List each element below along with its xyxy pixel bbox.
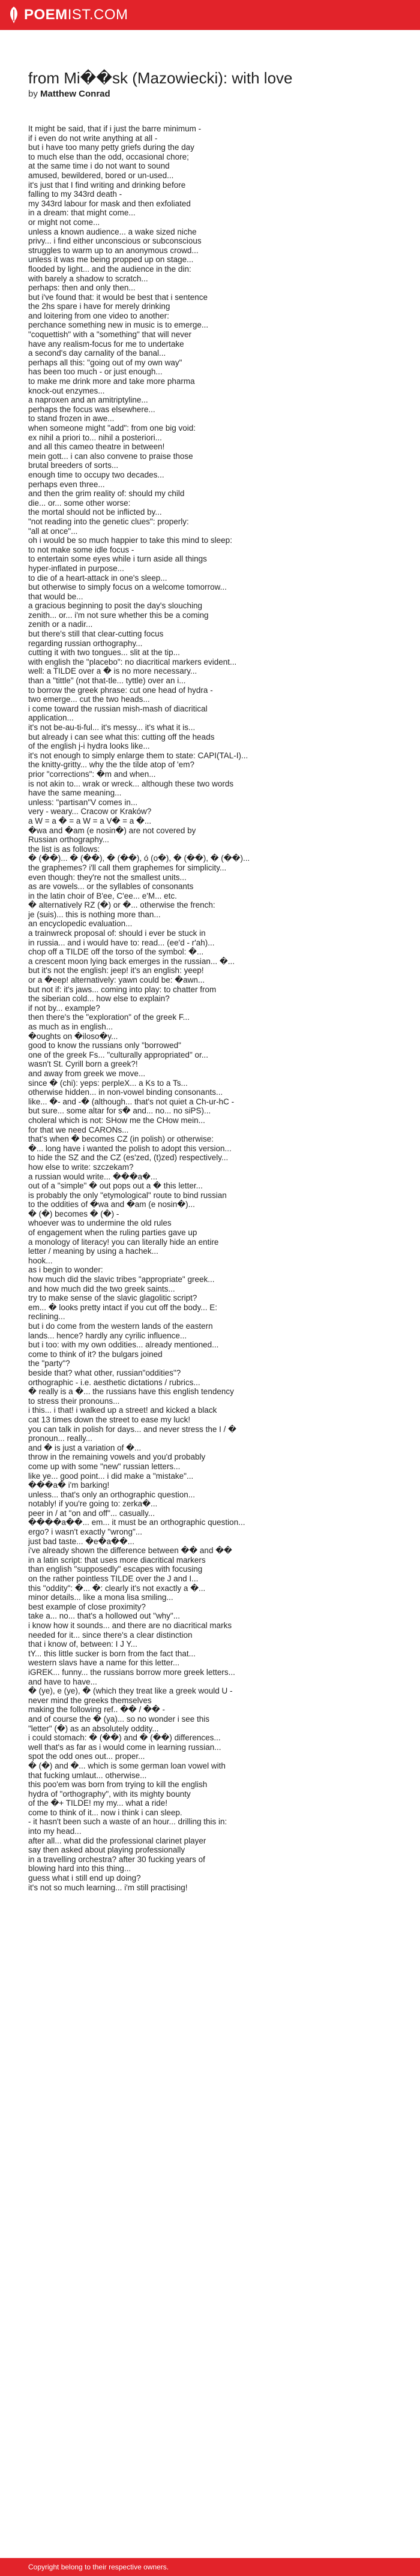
- poem-line: in a dream: that might come...: [28, 208, 136, 218]
- poem-line: ���a� i'm barking!: [28, 1481, 110, 1490]
- poem-line: but there's still that clear-cutting focus: [28, 629, 164, 639]
- poem-line: well: a TILDE over a � is no more necessary...: [28, 666, 197, 676]
- poem-line: wasn't St. Cyrill born a greek?!: [28, 1059, 138, 1069]
- poem-line: application...: [28, 713, 74, 723]
- logo-text-main: POEM: [24, 7, 68, 23]
- poem-line: that would be...: [28, 592, 83, 601]
- poem-line: take a... no... that's a hollowed out "why"...: [28, 1611, 181, 1621]
- poem-line: and � is just a variation of �...: [28, 1443, 142, 1452]
- poem-line: to stand frozen in awe...: [28, 414, 115, 424]
- poem-line: best example of close proximity?: [28, 1602, 146, 1611]
- poem-line: how else to write: szczekam?: [28, 1162, 134, 1172]
- poem-line: needed for it... since there's a clear distinction: [28, 1630, 193, 1640]
- poem-line: like ye... good point... i did make a "mistake"...: [28, 1471, 194, 1481]
- poem-line: regarding russian orthography...: [28, 638, 143, 648]
- poem-line: than english "supposedly" escapes with focusing: [28, 1565, 203, 1574]
- poem-line: but i do come from the western lands of the eastern: [28, 1322, 213, 1331]
- poem-line: come to think of it? the bulgars joined: [28, 1349, 163, 1359]
- poem-line: as much as in english...: [28, 1022, 113, 1031]
- poem-line: as are vowels... or the syllables of consonants: [28, 882, 194, 891]
- poem-line: i know how it sounds... and there are no diacritical marks: [28, 1621, 232, 1630]
- poem-line: � (ye), e (ye), � (which they treat like a greek would U -: [28, 1686, 233, 1696]
- poem-line: - it hasn't been such a waste of an hour... drilling this in:: [28, 1817, 227, 1827]
- poem-line: zenith or a nadir...: [28, 620, 93, 629]
- poem-line: unless a known audience... a wake sized niche: [28, 227, 197, 236]
- poem-line: cat 13 times down the street to ease my luck!: [28, 1415, 191, 1424]
- poem-line: and how much did the two greek saints...: [28, 1284, 175, 1293]
- byline-prefix: by: [28, 89, 41, 99]
- poem-line: as i begin to wonder:: [28, 1265, 103, 1275]
- poem-line: minor details... like a mona lisa smiling...: [28, 1593, 173, 1602]
- poem-line: try to make sense of the slavic glagolitic script?: [28, 1293, 197, 1303]
- poem-line: "not reading into the genetic clues": properly:: [28, 517, 189, 526]
- poem-line: has been too much - or just enough...: [28, 367, 163, 377]
- poem-line: come up with some "new" russian letters...: [28, 1461, 181, 1471]
- poem-line: very - weary... Cracow or Kraków?: [28, 807, 152, 816]
- poem-line: � really is a �... the russians have this english tendency: [28, 1387, 234, 1397]
- poem-line: just bad taste... �e�a��...: [28, 1536, 134, 1546]
- poem-line: when someone might "add": from one big void:: [28, 424, 196, 433]
- poem-line: oh i would be so much happier to take this mind to sleep:: [28, 536, 232, 545]
- poem-line: perchance something new in music is to emerge...: [28, 320, 209, 330]
- poem-line: struggles to warm up to an anonymous crowd...: [28, 245, 199, 255]
- poem-line: at the same time i do not want to sound: [28, 161, 170, 171]
- poem-line: brutal breeders of sorts...: [28, 461, 119, 470]
- poem-line: i come toward the russian mish-mash of diacritical: [28, 704, 208, 713]
- quill-icon: [7, 6, 20, 24]
- poem-line: than a "tittle" (not that-tle... tyttle) over an i...: [28, 676, 186, 686]
- poem-line: on the rather pointless TILDE over the J and I...: [28, 1574, 199, 1584]
- poem-line: iGREK... funny... the russians borrow more greek letters...: [28, 1667, 235, 1677]
- poem-line: or might not come...: [28, 217, 100, 227]
- poem-line: falling to my 343rd death -: [28, 190, 122, 199]
- poem-line: enough time to occupy two decades...: [28, 470, 164, 479]
- poem-line: well that's as far as i would come in learning russian...: [28, 1742, 221, 1752]
- poem-line: even though: they're not the smallest units...: [28, 872, 187, 882]
- poem-line: this "oddity": �... �: clearly it's not exactly a �...: [28, 1583, 206, 1593]
- poem-line: hydra of "orthography", with its mighty bounty: [28, 1789, 191, 1799]
- poem-line: the knitty-gritty... why the the tilde atop of 'em?: [28, 760, 194, 770]
- poem-line: but not if: it's jaws... coming into play: to chatter from: [28, 984, 217, 994]
- poem-line: � (�) and �... which is some german loan vowel with: [28, 1761, 226, 1770]
- poem-line: otherwise hidden... in non-vowel binding consonants...: [28, 1088, 223, 1097]
- poem-line: beside that? what other, russian"oddities"?: [28, 1368, 181, 1377]
- poem-line: notably! if you're going to: zerka�...: [28, 1499, 158, 1509]
- poem-page: [0, 30, 420, 1892]
- poem-line: mein gott... i can also convene to praise those: [28, 451, 193, 461]
- poem-line: the siberian cold... how else to explain?: [28, 994, 170, 1004]
- poem-line: a monology of literacy! you can literally hide an entire: [28, 1237, 219, 1247]
- poem-line: but i too: with my own oddities... already mentioned...: [28, 1340, 219, 1350]
- poem-line: unless: "partisan"V comes in...: [28, 797, 138, 807]
- poem-line: the graphemes? i'll call them graphemes for simplicity...: [28, 863, 227, 872]
- poem-line: with english the "placebo": no diacritical markers evident...: [28, 657, 237, 666]
- poem-line: that fucking umlaut... otherwise...: [28, 1770, 147, 1780]
- poem-line: orthographic - i.e. aesthetic dictations / rubrics...: [28, 1377, 200, 1387]
- poem-line: to stress their pronouns...: [28, 1396, 120, 1406]
- poem-line: ergo? i wasn't exactly "wrong"...: [28, 1527, 142, 1537]
- poem-line: the 2hs spare i have for merely drinking: [28, 302, 170, 311]
- poem-line: knock-out enzymes...: [28, 386, 105, 395]
- poem-line: my 343rd labour for mask and then exfoliated: [28, 199, 191, 208]
- poem-line: since � (chi): yeps: perpleX... a Ks to a Ts...: [28, 1078, 188, 1088]
- poem-line: but i have too many petty griefs during the day: [28, 143, 194, 152]
- poem-line: have the same meaning...: [28, 788, 122, 798]
- poem-line: a gracious beginning to posit the day's slouching: [28, 601, 203, 611]
- poem-line: but i've found that: it would be best that i sentence: [28, 292, 208, 302]
- poem-line: in the latin choir of B'ee, C'ee... e'M... etc.: [28, 891, 177, 900]
- poem-line: "coquettish" with a "something" that will never: [28, 330, 192, 340]
- copyright-text: Copyright belong to their respective owners.: [28, 2563, 169, 2571]
- poem-line: to borrow the greek phrase: cut one head of hydra -: [28, 685, 213, 695]
- poem-line: pronoun... really...: [28, 1434, 93, 1443]
- poem-line: into my head...: [28, 1827, 82, 1836]
- poem-line: a naproxen and an amitriptyline...: [28, 395, 148, 405]
- poem-line: and loitering from one video to another:: [28, 311, 169, 320]
- poem-line: whoever was to undermine the old rules: [28, 1218, 172, 1228]
- poem-line: in a travelling orchestra? after 30 fucking years of: [28, 1854, 205, 1864]
- poem-line: guess what i still end up doing?: [28, 1874, 141, 1883]
- poem-body: [28, 124, 280, 1892]
- poem-line: in russia... and i would have to: read... (ee'd - r'ah)...: [28, 938, 215, 947]
- poem-line: "letter" (�) as an absolutely oddity...: [28, 1724, 159, 1733]
- poem-line: perhaps even three...: [28, 479, 105, 489]
- poem-line: to hide the SZ and the CZ (es'zed, (t)zed) respectively...: [28, 1153, 229, 1163]
- poem-line: die... or... some other worse:: [28, 498, 131, 508]
- poem-line: how much did the slavic tribes "appropriate" greek...: [28, 1275, 215, 1284]
- poem-line: to make me drink more and take more pharma: [28, 377, 195, 386]
- poem-line: choleral which is not: SHow me the CHow mein...: [28, 1115, 205, 1125]
- poem-line: privy... i find either unconscious or subconscious: [28, 236, 202, 246]
- poem-line: of engagement when the ruling parties gave up: [28, 1228, 197, 1238]
- poem-line: it's not be-au-ti-ful... it's messy... it's what it is...: [28, 723, 196, 732]
- poem-line: making the following ref.. �� / �� -: [28, 1705, 165, 1715]
- poem-line: It might be said, that if i just the barre minimum -: [28, 124, 202, 133]
- poem-line: that's when � becomes CZ (in polish) or otherwise:: [28, 1134, 214, 1144]
- poem-line: is not akin to... wrak or wreck... although these two words: [28, 779, 234, 788]
- poem-line: the list is as follows:: [28, 844, 100, 854]
- poem-line: it's just that I find writing and drinking before: [28, 180, 186, 190]
- poem-line: hyper-inflated in purpose...: [28, 563, 124, 573]
- poem-line: perhaps: then and only then...: [28, 283, 136, 293]
- poem-line: and away from greek we move...: [28, 1068, 146, 1078]
- poem-line: and have to have...: [28, 1677, 97, 1686]
- poem-line: throw in the remaining vowels and you'd probably: [28, 1452, 206, 1462]
- poem-line: i could stomach: � (��) and � (��) differences...: [28, 1733, 221, 1743]
- poem-line: � (��)... � (��), � (��), ó (o�), � (��), � (��)...: [28, 854, 250, 863]
- poem-line: je (suis)... this is nothing more than...: [28, 909, 161, 919]
- poem-line: but sure... some altar for s� and... no... no siPS)...: [28, 1106, 211, 1116]
- poem-line: a crescent moon lying back emerges in the russian... �...: [28, 956, 235, 966]
- poem-line: peer in / at "on and off"... casually...: [28, 1508, 155, 1518]
- top-bar: [0, 0, 420, 30]
- poem-line: and of course the � (ya)... so no wonder i see this: [28, 1714, 209, 1724]
- poem-line: zenith... or... i'm not sure whether this be a coming: [28, 610, 209, 620]
- poem-line: if not by... example?: [28, 1003, 100, 1013]
- poem-line: �wa and �am (e nosin�) are not covered by: [28, 825, 196, 835]
- poem-line: if i even do not write anything at all -: [28, 133, 158, 143]
- poem-line: western slavs have a name for this letter...: [28, 1658, 180, 1668]
- poem-line: chop off a TILDE off the torso of the symbol: �...: [28, 947, 204, 957]
- poem-line: then there's the "exploration" of the greek F...: [28, 1013, 190, 1022]
- poem-line: unless it was me being propped up on stage...: [28, 255, 194, 265]
- poem-line: say then asked about playing professionally: [28, 1845, 185, 1855]
- poem-line: have any realism-focus for me to undertake: [28, 339, 184, 349]
- poem-line: tY... this little sucker is born from the fact that...: [28, 1649, 196, 1658]
- poem-line: the "party"?: [28, 1359, 70, 1368]
- poem-line: after all... what did the professional clarinet player: [28, 1836, 206, 1845]
- poem-title: from Mi��sk (Mazowiecki): with love: [28, 69, 293, 87]
- poem-line: to die of a heart-attack in one's sleep...: [28, 573, 167, 583]
- poem-line: never mind the greeks themselves: [28, 1695, 152, 1705]
- poem-line: of the �+ TILDE! my my... what a ride!: [28, 1799, 168, 1808]
- poem-line: an encyclopedic evaluation...: [28, 919, 133, 929]
- poem-line: �... long have i wanted the polish to adopt this version...: [28, 1143, 232, 1153]
- poem-line: like... �- and -� (although... that's not quiet a Ch-ur-hC -: [28, 1097, 235, 1106]
- poem-line: to entertain some eyes while i turn aside all things: [28, 554, 207, 564]
- poem-line: it's not so much learning... i'm still practising!: [28, 1883, 188, 1892]
- poem-line: one of the greek Fs... "culturally appropriated" or...: [28, 1050, 208, 1059]
- poem-line: em... � looks pretty intact if you cut off the body... E:: [28, 1302, 217, 1312]
- poem-line: to the oddities of �wa and �am (e nosin�)...: [28, 1200, 195, 1209]
- poem-line: i've already shown the difference between �� and ��: [28, 1546, 232, 1556]
- poem-line: that i know of, between: I J Y...: [28, 1640, 137, 1649]
- poem-line: hook...: [28, 1256, 53, 1265]
- poem-line: �oughts on �iloso�y...: [28, 1031, 118, 1041]
- poem-line: and all this cameo theatre in between!: [28, 442, 165, 452]
- poem-line: for that we need CARONs...: [28, 1125, 129, 1134]
- logo-text-domain: IST.COM: [67, 7, 128, 23]
- poem-line: you can talk in polish for days... and never stress the I / �: [28, 1424, 237, 1434]
- poem-line: and then the grim reality of: should my child: [28, 489, 185, 499]
- footer: [0, 2558, 420, 2576]
- poem-line: lands... hence? hardly any cyrilic influence...: [28, 1331, 187, 1340]
- poem-line: come to think of it... now i think i can sleep.: [28, 1808, 182, 1817]
- poem-line: a W = a � = a W = a V� = a �...: [28, 816, 152, 825]
- poem-line: amused, bewildered, bored or un-used...: [28, 170, 174, 180]
- poem-line: but it's not the english: jeep! it's an english: yeep!: [28, 966, 204, 975]
- poem-line: of the english j-i hydra looks like...: [28, 741, 150, 751]
- poem-line: out of a "simple" � out pops out a � this letter...: [28, 1181, 203, 1191]
- poem-line: ����a��... em... it must be an orthographic question...: [28, 1518, 245, 1527]
- poem-line: to much else than the odd, occasional chore;: [28, 152, 189, 161]
- poem-line: but already i can see what this: cutting off the heads: [28, 732, 215, 741]
- poem-line: is probably the only "etymological" route to bind russian: [28, 1190, 227, 1200]
- poem-line: or a �eep! alternatively: yawn could be: �awn...: [28, 975, 205, 985]
- poem-line: the mortal should not be inflicted by...: [28, 508, 162, 517]
- poem-line: two emerge... cut the two heads...: [28, 695, 150, 704]
- poem-line: spot the odd ones out... proper...: [28, 1752, 145, 1761]
- poem-line: prior "corrections": �m and when...: [28, 769, 156, 779]
- poem-line: cutting it with two tongues... slit at the tip...: [28, 648, 180, 657]
- poem-line: � alternatively RZ (�) or �... otherwise the french:: [28, 900, 215, 910]
- poem-line: reclining...: [28, 1312, 65, 1322]
- poem-line: � (�) becomes � (�) -: [28, 1209, 119, 1218]
- poem-line: to not make some idle focus -: [28, 545, 134, 554]
- author-link[interactable]: Matthew Conrad: [40, 89, 110, 99]
- poem-line: "all at once"...: [28, 526, 78, 536]
- poem-line: in a latin script: that uses more diacritical markers: [28, 1555, 206, 1565]
- poem-line: letter / meaning by using a hachek...: [28, 1247, 158, 1256]
- poem-line: Russian orthography...: [28, 835, 109, 845]
- poem-line: a russian would write... ���a�...: [28, 1172, 158, 1181]
- poem-line: but otherwise to simply focus on a welcome tomorrow...: [28, 583, 227, 592]
- poem-line: ex nihil a priori to... nihil a posteriori...: [28, 433, 162, 442]
- poem-line: this poo'em was born from trying to kill the english: [28, 1780, 208, 1790]
- poem-line: with barely a shadow to scratch...: [28, 274, 148, 283]
- poem-line: good to know the russians only "borrowed": [28, 1041, 181, 1050]
- poem-line: perhaps all this: "going out of my own way": [28, 358, 182, 367]
- poem-line: blowing hard into this thing...: [28, 1864, 131, 1874]
- poem-line: i this... i that! i walked up a street! and kicked a black: [28, 1406, 217, 1415]
- poem-line: perhaps the focus was elsewhere...: [28, 404, 155, 414]
- site-logo[interactable]: [7, 6, 128, 24]
- poem-line: a trainwreck proposal of: should i ever be stuck in: [28, 929, 206, 938]
- poem-line: a second's day carnality of the banal...: [28, 349, 166, 358]
- byline: [28, 89, 420, 99]
- poem-line: flooded by light... and the audience in the din:: [28, 264, 191, 274]
- poem-line: it's not enough to simply enlarge them to state: CAPI(TAL-I)...: [28, 750, 248, 760]
- poem-line: unless... that's only an orthographic question...: [28, 1490, 195, 1499]
